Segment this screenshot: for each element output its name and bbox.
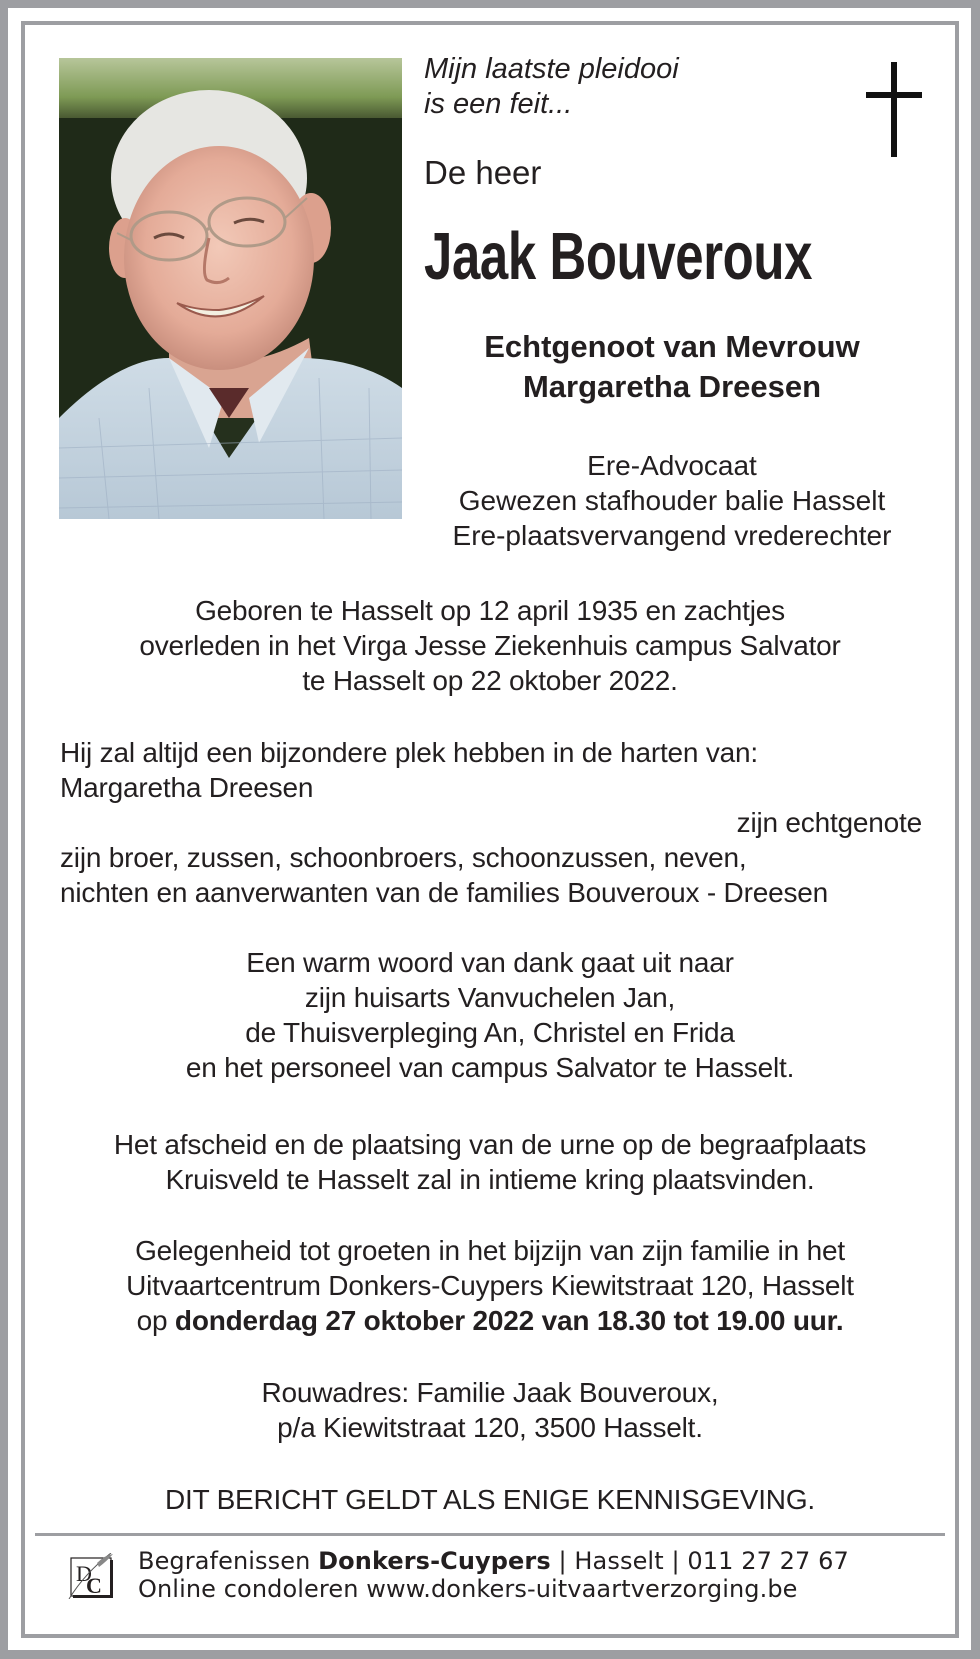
svg-text:C: C bbox=[86, 1573, 102, 1598]
text-line: Kruisveld te Hasselt zal in intieme kring plaatsvinden. bbox=[165, 1164, 815, 1195]
spouse-line-text: Echtgenoot van Mevrouw bbox=[484, 329, 860, 364]
text-line: Rouwadres: Familie Jaak Bouveroux, bbox=[261, 1377, 719, 1408]
footer-separator: | bbox=[663, 1547, 688, 1575]
spouse-line bbox=[412, 327, 932, 407]
text-line: de Thuisverpleging An, Christel en Frida bbox=[245, 1017, 735, 1048]
visitation-paragraph bbox=[55, 1233, 925, 1338]
funeral-home-footer bbox=[138, 1547, 849, 1603]
text-line: Het afscheid en de plaatsing van de urne op de begraafplaats bbox=[113, 1129, 867, 1160]
condolence-label: Online condoleren bbox=[138, 1575, 367, 1603]
footer-divider bbox=[35, 1533, 945, 1536]
family-others-line: nichten en aanverwanten van de families Bouveroux - Dreesen bbox=[60, 877, 828, 908]
text-line: Een warm woord van dank gaat uit naar bbox=[246, 947, 734, 978]
footer-phone[interactable]: 011 27 27 67 bbox=[687, 1547, 849, 1575]
honorific: De heer bbox=[424, 154, 542, 191]
latin-cross-icon bbox=[866, 62, 922, 157]
funeral-home-name: Donkers-Cuypers bbox=[318, 1547, 551, 1575]
spouse-line-text: Margaretha Dreesen bbox=[522, 369, 822, 404]
footer-prefix: Begrafenissen bbox=[138, 1547, 319, 1575]
footer-city: Hasselt bbox=[574, 1547, 664, 1575]
text-line: te Hasselt op 22 oktober 2022. bbox=[302, 665, 678, 696]
svg-text:D: D bbox=[76, 1561, 92, 1586]
mourning-address bbox=[55, 1375, 925, 1445]
birth-death-paragraph bbox=[55, 593, 925, 698]
title-item: Ere-Advocaat bbox=[587, 450, 757, 481]
portrait-image bbox=[59, 58, 402, 519]
family-others-line: zijn broer, zussen, schoonbroers, schoonzussen, neven, bbox=[60, 842, 747, 873]
visitation-datetime: donderdag 27 oktober 2022 van 18.30 tot 19.00 uur. bbox=[174, 1305, 844, 1336]
dc-monogram-quill-logo-icon bbox=[67, 1553, 115, 1599]
text-line: overleden in het Virga Jesse Ziekenhuis campus Salvator bbox=[139, 630, 841, 661]
family-spouse-name: Margaretha Dreesen bbox=[60, 772, 314, 803]
footer-line-2 bbox=[138, 1575, 849, 1603]
deceased-name: Jaak Bouveroux bbox=[424, 219, 813, 294]
title-item: Gewezen stafhouder balie Hasselt bbox=[458, 485, 886, 516]
title-item: Ere-plaatsvervangend vrederechter bbox=[452, 520, 892, 551]
footer-line-1 bbox=[138, 1547, 849, 1575]
farewell-paragraph bbox=[55, 1127, 925, 1197]
portrait-photo bbox=[59, 58, 402, 519]
family-paragraph bbox=[60, 735, 922, 910]
text-line: zijn huisarts Vanvuchelen Jan, bbox=[304, 982, 676, 1013]
footer-separator: | bbox=[550, 1547, 575, 1575]
professional-titles bbox=[412, 448, 932, 553]
motto-quote bbox=[424, 52, 679, 122]
text-line: en het personeel van campus Salvator te Hasselt. bbox=[185, 1052, 795, 1083]
text-line: Geboren te Hasselt op 12 april 1935 en zachtjes bbox=[195, 595, 785, 626]
motto-line: is een feit... bbox=[424, 88, 573, 120]
visitation-prefix: op bbox=[136, 1305, 175, 1336]
text-line: Gelegenheid tot groeten in het bijzijn van zijn familie in het bbox=[135, 1235, 845, 1266]
condolence-website-link[interactable]: www.donkers-uitvaartverzorging.be bbox=[366, 1575, 798, 1603]
visitation-datetime-line bbox=[55, 1303, 925, 1338]
motto-line: Mijn laatste pleidooi bbox=[424, 53, 679, 85]
text-line: Uitvaartcentrum Donkers-Cuypers Kiewitstraat 120, Hasselt bbox=[126, 1270, 854, 1301]
family-intro: Hij zal altijd een bijzondere plek hebben in de harten van: bbox=[60, 737, 759, 768]
closing-statement bbox=[55, 1482, 925, 1517]
text-line: p/a Kiewitstraat 120, 3500 Hasselt. bbox=[277, 1412, 703, 1443]
text-line: DIT BERICHT GELDT ALS ENIGE KENNISGEVING. bbox=[165, 1484, 815, 1515]
thanks-paragraph bbox=[55, 945, 925, 1085]
family-spouse-relation: zijn echtgenote bbox=[736, 807, 922, 838]
